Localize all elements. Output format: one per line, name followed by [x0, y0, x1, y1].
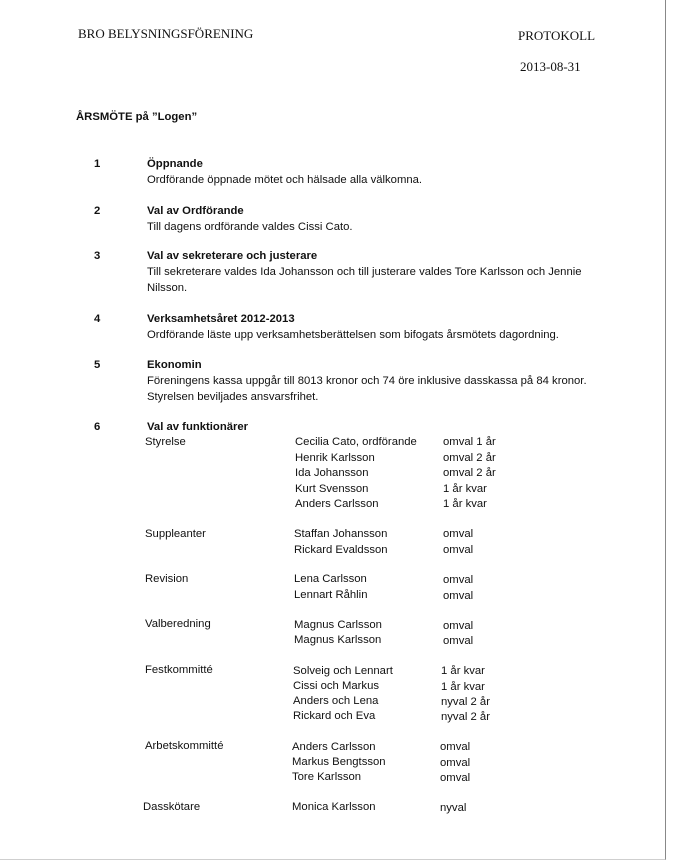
- election-group-label: Valberedning: [145, 618, 211, 630]
- member-name: Anders Carlsson: [292, 741, 376, 753]
- member-name: Henrik Karlsson: [295, 452, 375, 464]
- item-number: 5: [94, 359, 101, 371]
- member-name: Anders Carlsson: [295, 498, 379, 510]
- member-term: 1 år kvar: [443, 483, 487, 495]
- item-text: Styrelsen beviljades ansvarsfrihet.: [147, 391, 319, 403]
- member-term: omval: [440, 741, 471, 753]
- meeting-title: ÅRSMÖTE på ”Logen”: [76, 111, 198, 123]
- election-group-label: Revision: [145, 573, 189, 585]
- item-title: Val av funktionärer: [147, 421, 249, 433]
- item-number: 1: [94, 158, 101, 170]
- member-name: Ida Johansson: [295, 467, 369, 479]
- item-text: Nilsson.: [147, 282, 188, 294]
- member-name: Tore Karlsson: [292, 771, 362, 783]
- item-text: Till dagens ordförande valdes Cissi Cato.: [147, 221, 353, 233]
- election-group-label: Dasskötare: [143, 801, 201, 813]
- member-term: omval: [443, 620, 474, 632]
- member-term: 1 år kvar: [441, 665, 485, 677]
- document-date: 2013-08-31: [520, 59, 581, 74]
- member-term: omval: [443, 574, 474, 586]
- member-term: omval 2 år: [443, 452, 496, 464]
- member-term: 1 år kvar: [441, 681, 485, 693]
- member-term: nyval: [440, 802, 467, 814]
- organization-name: BRO BELYSNINGSFÖRENING: [78, 26, 254, 41]
- member-name: Anders och Lena: [293, 695, 379, 707]
- item-title: Val av Ordförande: [147, 205, 244, 217]
- item-title: Verksamhetsåret 2012-2013: [147, 313, 295, 325]
- member-term: omval 2 år: [443, 467, 496, 479]
- member-name: Kurt Svensson: [295, 483, 369, 495]
- member-name: Lena Carlsson: [294, 573, 367, 585]
- item-number: 6: [94, 421, 101, 433]
- member-name: Lennart Råhlin: [294, 589, 368, 601]
- item-number: 3: [94, 250, 101, 262]
- item-title: Ekonomin: [147, 359, 202, 371]
- member-name: Magnus Karlsson: [294, 634, 382, 646]
- member-term: 1 år kvar: [443, 498, 487, 510]
- document-type: PROTOKOLL: [518, 28, 596, 43]
- member-name: Rickard och Eva: [293, 710, 376, 722]
- item-number: 2: [94, 205, 101, 217]
- item-text: Ordförande läste upp verksamhetsberättelsen som bifogats årsmötets dagordning.: [147, 329, 559, 341]
- member-name: Cissi och Markus: [293, 680, 380, 692]
- item-title: Öppnande: [147, 158, 203, 170]
- member-name: Solveig och Lennart: [293, 665, 393, 677]
- member-name: Magnus Carlsson: [294, 619, 382, 631]
- item-text: Till sekreterare valdes Ida Johansson och till justerare valdes Tore Karlsson och Jennie: [147, 266, 582, 278]
- item-number: 4: [94, 313, 101, 325]
- election-group-label: Styrelse: [145, 436, 186, 448]
- member-term: omval: [443, 528, 474, 540]
- member-term: omval: [443, 635, 474, 647]
- election-group-label: Suppleanter: [145, 528, 206, 540]
- item-text: Föreningens kassa uppgår till 8013 kronor och 74 öre inklusive dasskassa på 84 kronor.: [147, 375, 587, 387]
- member-name: Cecilia Cato, ordförande: [295, 436, 417, 448]
- member-name: Staffan Johansson: [294, 528, 388, 540]
- item-text: Ordförande öppnade mötet och hälsade alla välkomna.: [147, 174, 423, 186]
- member-term: omval 1 år: [443, 436, 496, 448]
- member-name: Monica Karlsson: [292, 801, 376, 813]
- item-title: Val av sekreterare och justerare: [147, 250, 318, 262]
- member-term: nyval 2 år: [441, 696, 490, 708]
- election-group-label: Arbetskommitté: [145, 740, 224, 752]
- member-term: nyval 2 år: [441, 711, 490, 723]
- member-term: omval: [443, 544, 474, 556]
- election-group-label: Festkommitté: [145, 664, 213, 676]
- member-term: omval: [440, 772, 471, 784]
- member-term: omval: [440, 757, 471, 769]
- member-term: omval: [443, 590, 474, 602]
- member-name: Rickard Evaldsson: [294, 544, 388, 556]
- member-name: Markus Bengtsson: [292, 756, 386, 768]
